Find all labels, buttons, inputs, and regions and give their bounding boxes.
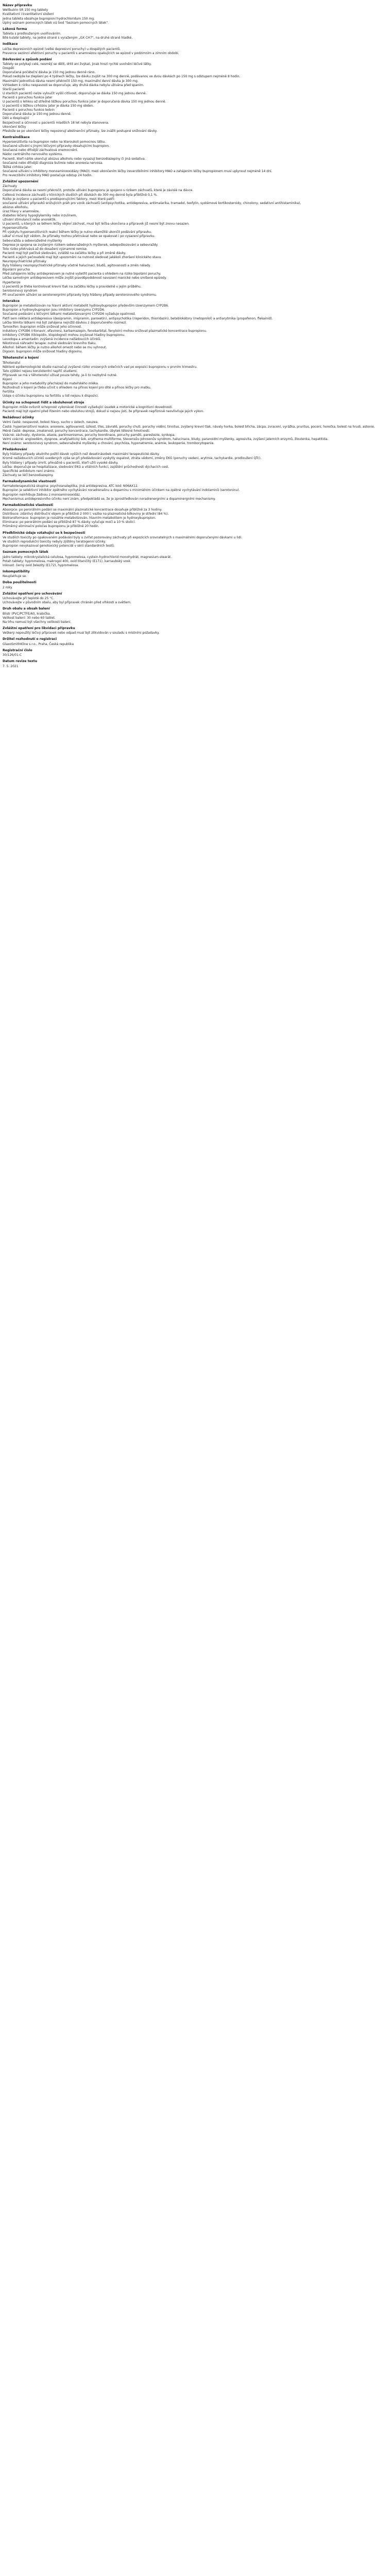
text-line: Pacienti, kteří náhle ukončují abúzus alkoholu nebo vysazují benzodiazepiny či jiná sedativa. (3, 157, 146, 161)
section-heading: Interakce (3, 299, 20, 303)
section-heading: Indikace (3, 42, 18, 46)
text-line: U pacientů je třeba kontrolovat krevní tlak na začátku léčby a pravidelně v jejím průběhu. (3, 284, 142, 289)
text-line: Distribuce: zdánlivý distribuční objem je přibližně 2 000 l; vazba na plazmatické bílkoviny je střední (84 %). (3, 512, 169, 516)
document-section (3, 299, 306, 354)
text-line: Jedna tableta obsahuje bupropioni hydrochloridum 150 mg. (3, 16, 95, 21)
text-line: Vzhledem k riziku nespavosti se doporučuje, aby druhá dávka nebyla užívána před spaním. (3, 83, 144, 87)
text-line: Přestože se po ukončení léčby nepozorují abstinenční příznaky, lze zvážit postupné snižování dávky. (3, 129, 158, 133)
text-line: Toto riziko přetrvává až do dosažení významné remise. (3, 247, 88, 251)
text-line: Hypertenze (3, 280, 21, 284)
text-line: Rozhodnutí o kojení je třeba učinit s ohledem na přínos kojení pro dítě a přínos léčby pro matku. (3, 386, 151, 390)
section-body (3, 32, 306, 40)
text-line: 7. 5. 2021 (3, 664, 19, 668)
text-line: Nádor centrálního nervového systému. (3, 152, 63, 157)
text-line: Pacienti s poruchou funkce ledvin (3, 108, 55, 112)
text-line: Pacienti mají být pečlivě sledováni, zvláště na začátku léčby a při změně dávky. (3, 251, 126, 255)
text-line: Veškerý nepoužitý léčivý přípravek nebo odpad musí být zlikvidován v souladu s místními požadavky. (3, 631, 160, 635)
section-heading: Nežádoucí účinky (3, 416, 34, 420)
section-body (3, 597, 306, 605)
section-heading: Předklinické údaje vztahující se k bezpečnosti (3, 531, 86, 535)
text-line: Některé epidemiologické studie naznačují zvýšené riziko vrozených srdečních vad po expozici bupropionu v prvním trimestru. (3, 365, 197, 369)
text-line: U pacientů s těžkou cirhózou jater je dávka 150 mg obden. (3, 104, 94, 108)
section-body (3, 536, 306, 548)
text-line: Dospělí (3, 66, 14, 71)
section-heading: Registrační číslo (3, 648, 32, 652)
section-heading: Těhotenství a kojení (3, 356, 39, 360)
section-body (3, 586, 306, 590)
text-line: Inkoust: černý oxid železitý (E172), hypromelosa. (3, 563, 79, 567)
text-line: Těhotenství (3, 361, 21, 365)
text-line: Pokud nedojde ke zlepšení po 4 týdnech léčby, lze dávku zvýšit na 300 mg denně, podávanou ve dvou dávkách po 150 mg s odstupem nejméně 8 hodin. (3, 75, 241, 79)
section-body (3, 653, 306, 657)
section-body (3, 452, 306, 478)
text-line: Ukončení léčby (3, 125, 26, 129)
text-line: Bupropion a hydroxybupropion jsou inhibitory izoenzymu CYP2D6. (3, 308, 105, 312)
document-section (3, 581, 306, 589)
section-body (3, 47, 306, 56)
document-section (3, 550, 306, 568)
text-line: U starších pacientů nelze vyloučit vyšší citlivost, doporučuje se dávka 150 mg jednou denně. (3, 91, 147, 95)
text-line: Doporučená počáteční dávka je 150 mg jednou denně ráno. (3, 71, 96, 75)
document-section (3, 4, 306, 25)
text-line: Doporučená dávka je 150 mg jednou denně. (3, 112, 72, 116)
text-line: Bílé kulaté tablety, na jedné straně s vyraženým „GX CH7“, na druhé straně hladké. (3, 36, 133, 40)
text-line: Kromě nežádoucích účinků uvedených výše se při předávkování vyskytly ospalost, ztráta vědomí, změny EKG (poruchy vedení, arytmie, tachykardie, prodloužení QTc). (3, 456, 262, 461)
text-line: užívání stimulancií nebo anorektik. (3, 218, 57, 222)
text-line: Pacienti s poruchou funkce jater (3, 95, 53, 99)
section-heading: Zvláštní opatření pro likvidaci přípravku (3, 626, 75, 630)
text-line: Celková incidence záchvatů v klinických studiích při dávkách do 300 mg denně byla přibližně 0,1 %. (3, 193, 158, 197)
text-line: Vzácné: záchvaty, dystonie, ataxie, parkinsonismus, poruchy koordinace, poruchy paměti, parestezie, synkopa. (3, 433, 176, 437)
document-section (3, 570, 306, 579)
text-line: Hypersenzitivita na bupropion nebo na kteroukoli pomocnou látku. (3, 140, 106, 144)
text-line: Léčba těmito látkami má být zahájena nejnižší dávkou z doporučeného rozmezí. (3, 320, 127, 325)
text-line: Ve studiích reprodukční toxicity nebyly zjištěny teratogenní účinky. (3, 539, 106, 544)
section-body (3, 555, 306, 568)
text-line: Induktory CYP2B6 (ritonavir, efavirenz, karbamazepin, fenobarbital, fenytoin) mohou snižovat plazmatické koncentrace bupropionu. (3, 329, 207, 333)
text-line: Při výskytu hypersenzitivních reakcí během léčby je nutno okamžitě ukončit podávání přípravku. (3, 230, 152, 234)
text-line: Absorpce: po perorálním podání se maximální plazmatické koncentrace dosahuje přibližně za 3 hodiny. (3, 508, 162, 512)
section-heading: Druh obalu a obsah balení (3, 607, 50, 611)
text-line: Tato zjištění nejsou konzistentní napříč studiemi. (3, 369, 78, 373)
text-line: Současné užívání s inhibitory monoaminooxidázy (MAO); mezi ukončením léčby ireverzibilními inhibitory MAO a zahájením léčby bupropionem musí uplynout nejméně 14 dní. (3, 169, 272, 173)
section-heading: Držitel rozhodnutí o registraci (3, 637, 57, 641)
section-body (3, 484, 306, 501)
section-heading: Farmakokinetické vlastnosti (3, 503, 54, 507)
text-line: Nikotinová náhradní terapie: nutné sledování krevního tlaku. (3, 342, 97, 346)
text-line: Uchovávejte při teplotě do 25 °C. (3, 597, 55, 601)
text-line: U pacientů s lehkou až středně těžkou poruchou funkce jater je doporučená dávka 150 mg jednou denně. (3, 100, 166, 104)
section-body (3, 420, 375, 446)
text-line: Neuplatňuje se. (3, 574, 27, 579)
text-line: Byly hlášeny neuropsychiatrické příznaky včetně halucinací, bludů, agitovanosti a změn nálady. (3, 264, 151, 268)
text-line: Průměrný eliminační poločas bupropionu je přibližně 20 hodin. (3, 524, 99, 529)
text-line: Bupropion neinhibuje žádnou z monoaminooxidáz. (3, 493, 81, 497)
text-line: Současná nebo dřívější záchvatová onemocnění. (3, 148, 78, 152)
text-line: Pacienti a jejich pečovatelé mají být upozorněni na nutnost sledovat jakékoli zhoršení klinického stavu. (3, 255, 162, 259)
text-line: Digoxin: bupropion může snižovat hladiny digoxinu. (3, 350, 83, 354)
text-line: Bupropion nevykazoval genotoxický potenciál v sérii standardních testů. (3, 544, 115, 548)
document-section (3, 58, 306, 133)
text-line: Levodopa a amantadin: zvýšená incidence nežádoucích účinků. (3, 337, 101, 341)
text-line: Farmakoterapeutická skupina: psychoanaleptika, jiná antidepresiva, ATC kód: N06AX12. (3, 484, 139, 488)
text-line: Byly hlášeny případy akutního požití dávek vyšších než desetinásobek maximální terapeutické dávky. (3, 452, 160, 456)
section-body (3, 508, 306, 529)
text-line: Bezpečnost a účinnost u pacientů mladších 18 let nebyla stanovena. (3, 121, 109, 125)
text-line: Bupropion může ovlivnit schopnost vykonávat činnosti vyžadující úsudek a motorické a kognitivní dovednosti. (3, 405, 173, 409)
document-section (3, 27, 306, 41)
text-line: Wellbutrin SR 150 mg tablety (3, 8, 48, 12)
text-line: Fertilita (3, 390, 14, 394)
section-heading: Zvláštní opatření pro uchovávání (3, 591, 62, 596)
text-line: Hypersenzitivita (3, 226, 28, 230)
text-line: Uchovávejte v původním obalu, aby byl přípravek chráněn před vlhkostí a světlem. (3, 601, 131, 605)
text-line: Záchvaty se léčí benzodiazepiny. (3, 473, 54, 477)
section-body (3, 8, 306, 25)
document-section (3, 480, 306, 501)
text-line: Tableta s prodlouženým uvolňováním. (3, 32, 61, 36)
text-line: Současné užívání s jinými léčivými přípravky obsahujícími bupropion. (3, 144, 110, 148)
text-line: Potah tablety: hypromelosa, makrogol 400, oxid titaničitý (E171), karnaubský vosk. (3, 559, 131, 563)
text-line: Pacienti mají být opatrní před řízením nebo obsluhou strojů, dokud si nejsou jisti, že přípravek nepříznivě neovlivňuje jejich výkon. (3, 410, 204, 414)
text-line: Údaje o účinku bupropionu na fertilitu u lidí nejsou k dispozici. (3, 394, 99, 398)
section-heading: Dávkování a způsob podání (3, 57, 52, 61)
text-line: Inhibitory CYP2B6 (tiklopidin, klopidogrel) mohou zvyšovat hladiny bupropionu. (3, 333, 125, 337)
text-line: U pacientů, u kterých se během léčby objeví záchvat, musí být léčba ukončena a přípravek již nesmí být znovu nasazen. (3, 222, 190, 226)
text-line: Při současném užívání se serotonergními přípravky byly hlášeny případy serotoninového syndromu. (3, 293, 157, 297)
text-line: Specifické antidotum není známo. (3, 469, 55, 473)
text-line: Maximální jednotlivá dávka nesmí překročit 150 mg, maximální denní dávka je 300 mg. (3, 79, 139, 83)
text-line: Pro reverzibilní inhibitory MAO postačuje odstup 24 hodin. (3, 173, 93, 177)
text-line: Na trhu nemusí být všechny velikosti balení. (3, 620, 72, 624)
document-section (3, 607, 306, 624)
section-heading: Datum revize textu (3, 659, 38, 664)
text-line: Léčba: doporučuje se hospitalizace, sledování EKG a vitálních funkcí, zajištění průchodnosti dýchacích cest. (3, 465, 169, 469)
section-body (3, 304, 306, 354)
text-line: současné užívání přípravků snižujících práh pro vznik záchvatů (antipsychotika, antidepresiva, antimalarika, tramadol, teofylin, systémové kortikosteroidy, chinolony, sedativní antihistaminika), (3, 201, 301, 205)
text-line: Kvalitativní i kvantitativní složení (3, 12, 54, 16)
text-line: Současná nebo dřívější diagnóza bulimie nebo anorexia nervosa. (3, 161, 104, 165)
text-line: Velmi časté: nespavost, bolest hlavy, sucho v ústech, nauzea. (3, 420, 99, 425)
text-line: Doporučená dávka se nesmí překročit, protože užívání bupropionu je spojeno s rizikem záchvatů, které je závislé na dávce. (3, 189, 194, 193)
section-heading: Zvláštní upozornění (3, 179, 39, 183)
text-line: Jádro tablety: mikrokrystalická celulosa, hypromelosa, cystein-hydrochlorid monohydrát, magnesium-stearát. (3, 555, 172, 559)
document-section (3, 356, 306, 398)
text-line: Velmi vzácné: angioedém, dyspnoe, anafylaktický šok, erythema multiforme, Stevensův-Johnsonův syndrom, halucinace, bludy, paranoidní myšlenky, agresivita, zvýšení jaterních enzymů, žloutenka, hepatitida. (3, 437, 329, 441)
text-line: Alkohol: během léčby je nutno alkohol omezit nebo se mu vyhnout. (3, 346, 107, 350)
text-line: Léčba depresivních epizod (velké depresivní poruchy) u dospělých pacientů. (3, 47, 121, 51)
text-line: Blistr (PVC/PCTFE/Al), krabička. (3, 612, 51, 616)
text-line: Prevence sezónní afektivní poruchy u pacientů s anamnézou opakujících se epizod v podzimním a zimním období. (3, 51, 179, 55)
document-section (3, 531, 306, 549)
text-line: Záchvaty (3, 184, 18, 189)
text-line: abúzus alkoholu, (3, 205, 29, 209)
section-body (3, 642, 306, 647)
text-line: Lékař si musí být vědom, že příznaky mohou přetrvávat nebo se opakovat i po vysazení přípravku. (3, 234, 156, 239)
section-heading: Inkompatibility (3, 569, 30, 573)
section-body (3, 361, 306, 399)
text-line: Léčba samotným antidepresivem může zvýšit pravděpodobnost navození manické nebo smíšené epizody. (3, 276, 167, 280)
text-line: Před zahájením léčby antidepresivem je nutné vyšetřit pacienta s ohledem na riziko bipolární poruchy. (3, 272, 161, 276)
text-line: Ve studiích toxicity po opakovaném podávání byly u zvířat pozorovány záchvaty při expozicích srovnatelných s maximálními doporučenými dávkami u lidí. (3, 535, 243, 539)
document-section (3, 42, 306, 56)
text-line: Velikost balení: 30 nebo 60 tablet. (3, 616, 56, 620)
text-line: Deprese je spojena se zvýšeným rizikem sebevražedných myšlenek, sebepoškozování a sebevraždy. (3, 243, 159, 247)
section-body (3, 574, 306, 579)
section-body (3, 665, 306, 669)
section-heading: Doba použitelnosti (3, 581, 37, 585)
section-body (3, 405, 306, 414)
document-section (3, 448, 306, 478)
text-line: 30/126/01-C (3, 653, 22, 657)
text-line: Riziko je zvýšeno u pacientů s predisponujícími faktory, mezi které patří: (3, 197, 115, 201)
document-section (3, 416, 375, 446)
section-heading: Účinky na schopnost řídit a obsluhovat stroje (3, 400, 84, 404)
section-body (3, 631, 306, 635)
section-body (3, 140, 306, 178)
text-line: GlaxoSmithKline s.r.o., Praha, Česká republika (3, 642, 74, 646)
text-line: Byly hlášeny i případy úmrtí, převážně u pacientů, kteří užili vysoké dávky. (3, 461, 118, 465)
text-line: Děti a dospívající (3, 116, 29, 121)
text-line: 2 roky. (3, 585, 13, 589)
document-section (3, 401, 306, 414)
section-body (3, 62, 306, 133)
text-line: úraz hlavy v anamnéze, (3, 209, 40, 213)
text-line: Bipolární porucha (3, 268, 30, 272)
document-section (3, 503, 306, 529)
text-line: Úplný seznam pomocných látek viz bod "Seznam pomocných látek". (3, 21, 109, 25)
text-line: Sebevražda a sebevražedné myšlenky (3, 239, 62, 243)
text-line: Biotransformace: bupropion je rozsáhle metabolizován, hlavním metabolitem je hydroxybupropion. (3, 516, 156, 520)
text-line: Neuropsychiatrické příznaky (3, 260, 46, 264)
text-line: Současné podávání s léčivými látkami metabolizovanými CYP2D6 vyžaduje opatrnost. (3, 312, 136, 316)
section-heading: Léková forma (3, 27, 27, 31)
text-line: Patří sem některá antidepresiva (desipramin, imipramin, paroxetin), antipsychotika (risperidon, thioridazin), betablokátory (metoprolol) a antiarytmika (propafenon, flekainid). (3, 316, 273, 320)
text-line: Mechanismus antidepresivního účinku není znám, předpokládá se, že je zprostředkován noradrenergními a dopaminergními mechanismy. (3, 497, 216, 501)
document-section (3, 135, 306, 178)
text-line: Méně časté: deprese, zmatenost, poruchy koncentrace, tachykardie, úbytek tělesné hmotnosti. (3, 429, 150, 433)
document-section (3, 180, 306, 297)
document-section (3, 659, 306, 668)
text-line: Bupropion je selektivní inhibitor zpětného vychytávání noradrenalinu a dopaminu s minimálním účinkem na zpětné vychytávání indolaminů (serotoninu). (3, 488, 240, 493)
text-line: Těžká cirhóza jater. (3, 165, 32, 169)
section-heading: Farmakodynamické vlastnosti (3, 479, 56, 483)
document-section (3, 649, 306, 657)
section-heading: Kontraindikace (3, 135, 30, 139)
text-line: Bupropion je metabolizován na hlavní aktivní metabolit hydroxybupropion především izoenzymem CYP2B6. (3, 304, 169, 308)
text-line: Bupropion a jeho metabolity přecházejí do mateřského mléka. (3, 382, 99, 386)
section-heading: Název přípravku (3, 4, 32, 7)
text-line: Přípravek se má v těhotenství užívat pouze tehdy, je-li to nezbytně nutné. (3, 374, 117, 377)
text-line: Časté: hypersenzitivní reakce, anorexie, agitovanost, úzkost, třes, závratě, poruchy chuti, poruchy vidění, tinnitus, zvýšený krevní tlak, návaly horka, bolest břicha, zácpa, zvracení, vyrážka, pruritus, pocení, horečka, bolest na hrudi, astenie. (3, 425, 375, 429)
document-section (3, 592, 306, 605)
text-line: Není známo: serotoninový syndrom, sebevražedné myšlenky a chování, psychóza, hyponatremie, anémie, leukopenie, trombocytopenie. (3, 441, 215, 445)
section-heading: Předávkování (3, 448, 27, 452)
text-line: Tamoxifen: bupropion může snižovat jeho účinnost. (3, 325, 82, 329)
document-section (3, 626, 306, 635)
section-heading: Seznam pomocných látek (3, 550, 48, 554)
section-body (3, 612, 306, 624)
text-line: Eliminace: po perorálním podání se přibližně 87 % dávky vylučuje močí a 10 % stolicí. (3, 520, 135, 524)
text-line: Starší pacienti (3, 87, 25, 91)
text-line: diabetes léčený hypoglykemiky nebo inzulinem, (3, 214, 77, 217)
document-section (3, 637, 306, 646)
text-line: Tablety se polykají celé, nesmějí se dělit, drtit ani žvýkat, jinak hrozí rychlé uvolnění léčivé látky. (3, 62, 152, 66)
section-body (3, 184, 306, 297)
text-line: Kojení (3, 378, 12, 382)
text-line: Serotoninový syndrom (3, 289, 38, 293)
